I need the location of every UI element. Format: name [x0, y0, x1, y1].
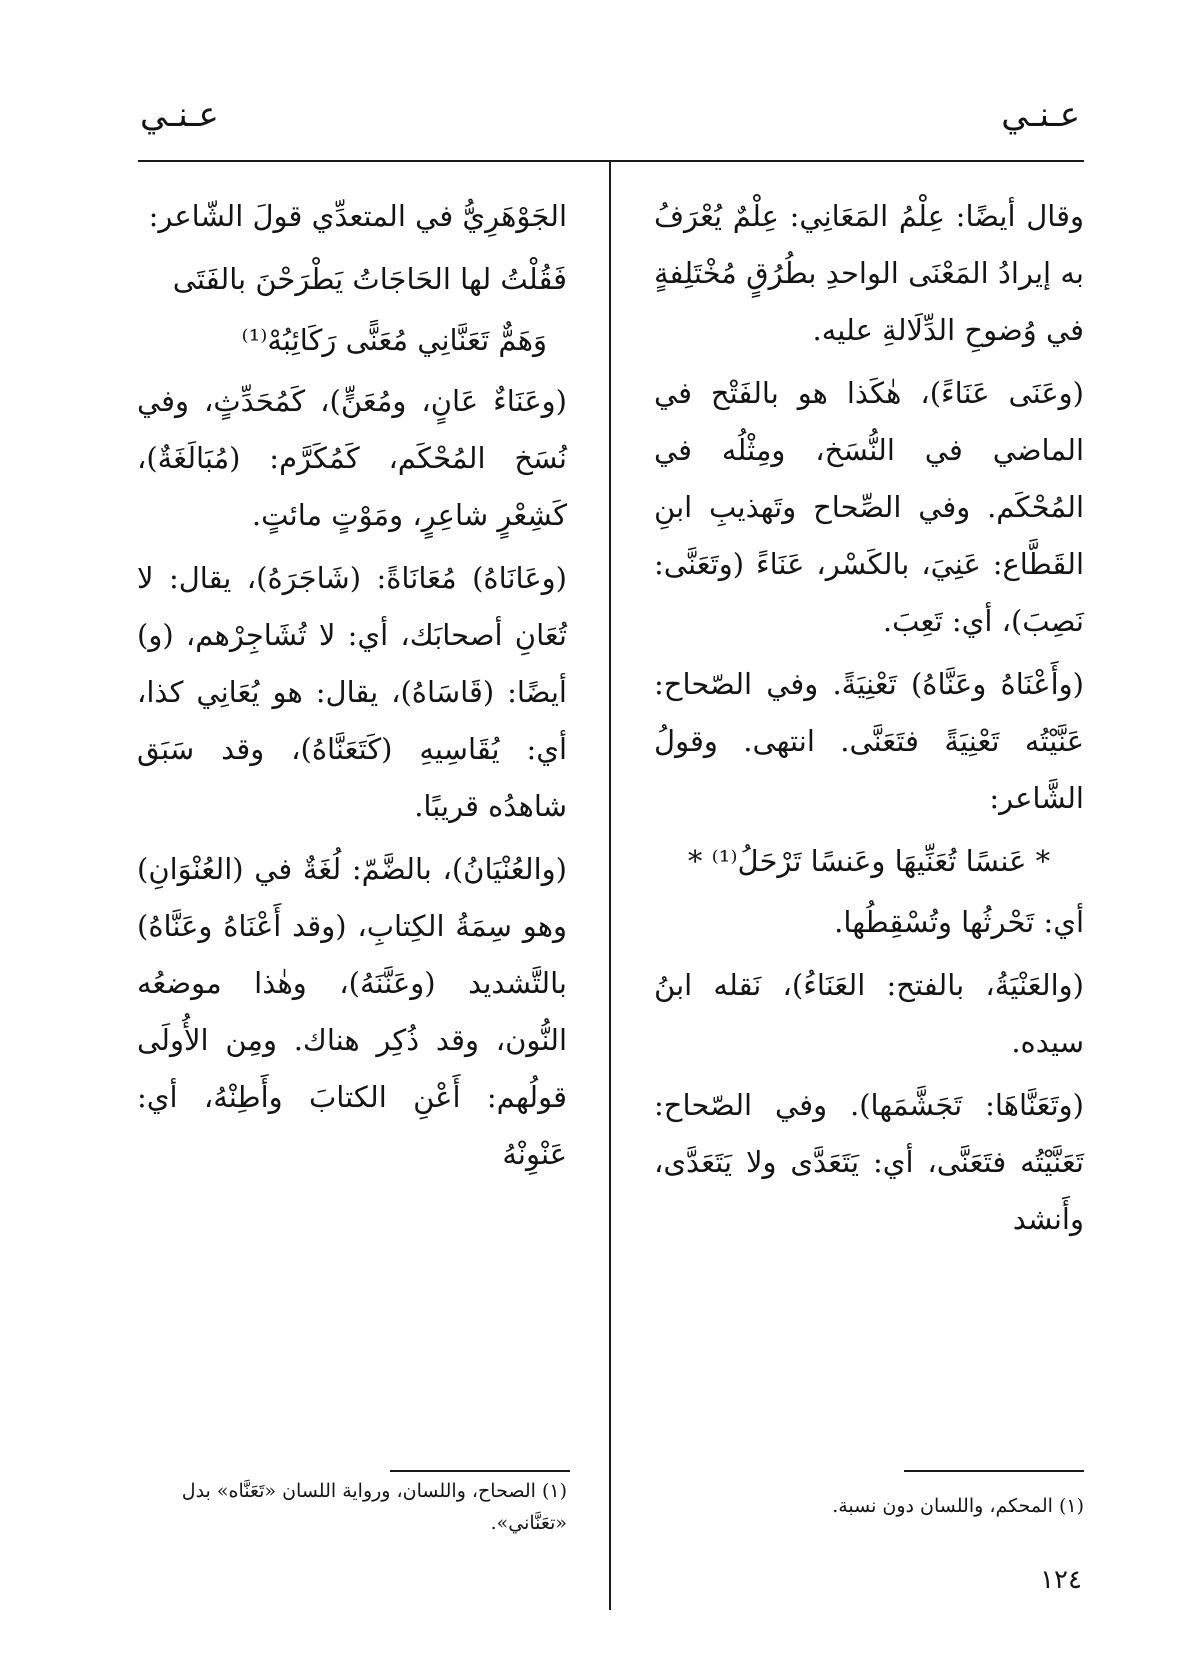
footnote-right: (١) المحكم، واللسان دون نسبة. — [832, 1495, 1084, 1517]
running-header-left: عـنـي — [140, 95, 219, 135]
left-column — [137, 188, 567, 1189]
header-rule — [138, 160, 1084, 162]
page-number: ١٢٤ — [1040, 1565, 1082, 1595]
footnote-rule-right — [904, 1470, 1084, 1472]
footnote-rule-left — [390, 1470, 570, 1472]
paragraph: (والعُنْيَانُ)، بالضَّمّ: لُغَةٌ في (العُنْوَانِ) وهو سِمَةُ الكِتابِ، (وقد أَعْنَاهُ وعَنَّاهُ) بالتَّشديد (وعَنَّنَهُ)، وهٰذا موضعُه النُّون، وقد ذُكِر هناك. ومِن الأُولَى قولُهم: أَعْنِ الكتابَ وأَطِنْهُ، أي: عَنْوِنْهُ — [137, 852, 567, 1171]
footnote-left: (١) الصحاح، واللسان، ورواية اللسان «تَعَنَّاه» بدل «تعَنَّاني». — [181, 1480, 567, 1534]
paragraph: (وأَعْنَاهُ وعَنَّاهُ) تَعْنِيَةً. وفي الصّحاح: عَنَّيْتُه تَعْنِيَةً فتَعَنَّى. انتهى. وقولُ الشَّاعر: — [654, 667, 1084, 815]
verse-line: * عَنسًا تُعَنِّيهَا وعَنسًا تَرْحَلُ⁽¹⁾ * — [687, 844, 1051, 878]
verse-first-hemistich: فَقُلْتُ لها الحَاجَاتُ يَطْرَحْنَ بالفَتَى — [172, 262, 567, 296]
paragraph: وقال أيضًا: عِلْمُ المَعَانِي: عِلْمٌ يُعْرَفُ به إيرادُ المَعْنَى الواحدِ بطُرُقٍ مُخْتَلِفةٍ في وُضوحِ الدِّلَالةِ عليه. — [654, 199, 1084, 347]
paragraph: (وتَعَنَّاهَا: تَجَشَّمَها). وفي الصّحاح: تَعَنَّيْتُه فتَعَنَّى، أي: يَتَعَدَّى ولا يَتَعَدَّى، وأَنشد — [654, 1088, 1084, 1236]
paragraph: (وعَانَاهُ) مُعَانَاةً: (شَاجَرَهُ)، يقال: لا تُعَانِ أصحابَك، أي: لا تُشَاجِرْهم، (و) أيضًا: (قَاسَاهُ)، يقال: هو يُعَانِي كذا، أي: يُقَاسِيهِ (كَتَعَنَّاهُ)، وقد سَبَق شاهدُه قريبًا. — [137, 561, 567, 823]
paragraph: (والعَنْيَةُ، بالفتح: العَنَاءُ)، نَقله ابنُ سيده. — [654, 968, 1084, 1059]
paragraph: (وعَنَى عَنَاءً)، هٰكَذا هو بالفَتْح في الماضي في النُّسَخ، ومِثْلُه في المُحْكَم. وفي الصِّحاح وتَهذيبِ ابنِ القَطَّاع: عَنِيَ، بالكَسْر، عَنَاءً (وتَعَنَّى: نَصِبَ)، أي: تَعِبَ. — [654, 376, 1084, 638]
paragraph: الجَوْهَرِيُّ في المتعدِّي قولَ الشّاعر: — [148, 199, 567, 233]
column-divider — [609, 160, 611, 1610]
paragraph: أي: تَحْرثُها وتُسْقِطُها. — [834, 905, 1084, 939]
verse-second-hemistich: وَهَمٌّ تَعَنَّانِي مُعَنًّى رَكَائِبُهْ⁽¹⁾ — [241, 323, 547, 357]
paragraph: (وعَنَاءٌ عَانٍ، ومُعَنٍّ)، كَمُحَدِّثٍ، وفي نُسَخ المُحْكَم، كَمُكَرَّم: (مُبَالَغَةٌ)، كَشِعْرٍ شاعِرٍ، ومَوْتٍ مائتٍ. — [137, 384, 567, 532]
running-header-right: عـنـي — [1001, 95, 1080, 135]
right-column — [654, 188, 1084, 1254]
